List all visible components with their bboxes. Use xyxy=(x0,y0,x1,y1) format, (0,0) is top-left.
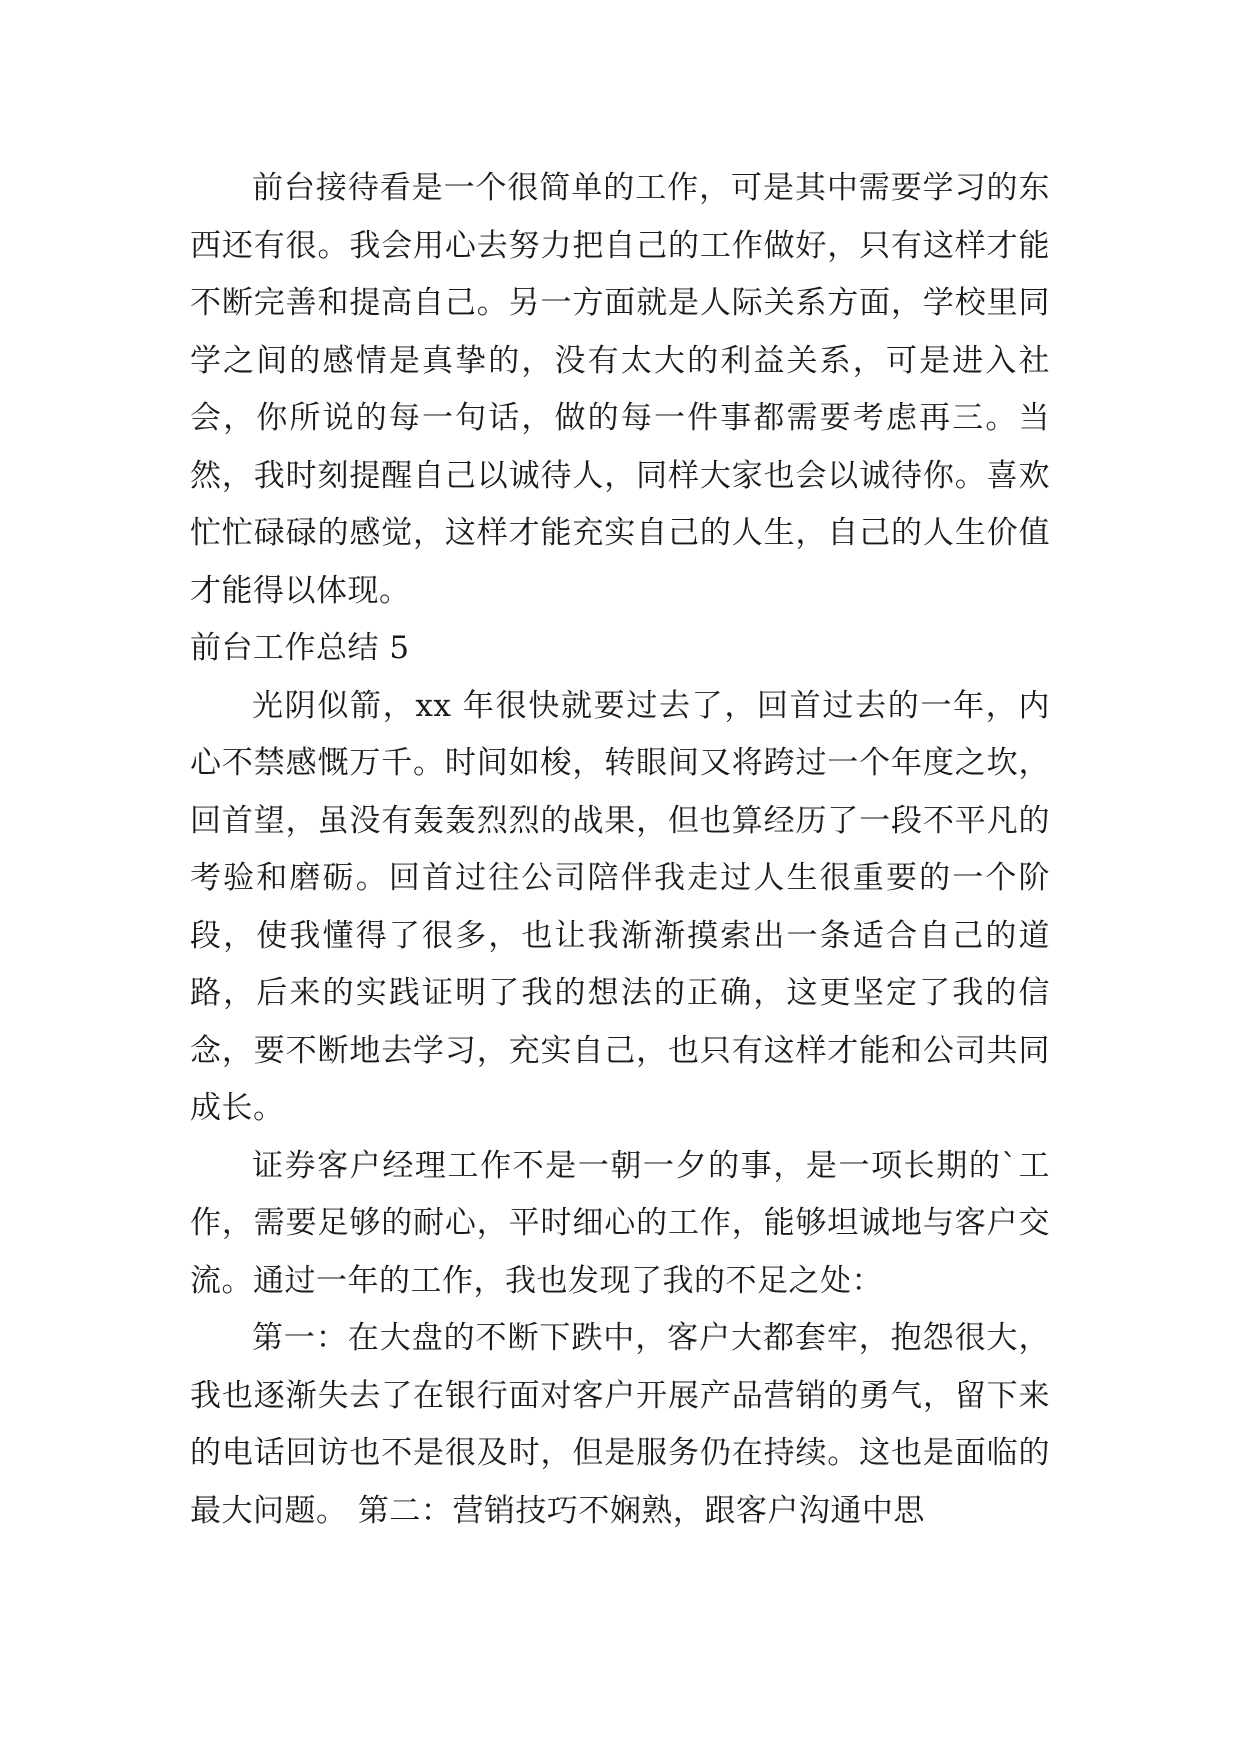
paragraph-year-review: 光阴似箭，xx 年很快就要过去了，回首过去的一年，内心不禁感慨万千。时间如梭，转眼间又将跨过一个年度之坎，回首望，虽没有轰轰烈烈的战果，但也算经历了一段不平凡的考验和磨砺。回首过往公司陪伴我走过人生很重要的一个阶段，使我懂得了很多，也让我渐渐摸索出一条适合自己的道路，后来的实践证明了我的想法的正确，这更坚定了我的信念，要不断地去学习，充实自己，也只有这样才能和公司共同成长。 xyxy=(190,687,1050,1126)
paragraph-securities-manager: 证券客户经理工作不是一朝一夕的事，是一项长期的`工作，需要足够的耐心，平时细心的工作，能够坦诚地与客户交流。通过一年的工作，我也发现了我的不足之处： xyxy=(190,1147,1050,1299)
paragraph-reception-work: 前台接待看是一个很简单的工作，可是其中需要学习的东西还有很。我会用心去努力把自己的工作做好，只有这样才能不断完善和提高自己。另一方面就是人际关系方面，学校里同学之间的感情是真挚的，没有太大的利益关系，可是进入社会，你所说的每一句话，做的每一件事都需要考虑再三。当然，我时刻提醒自己以诚待人，同样大家也会以诚待你。喜欢忙忙碌碌的感觉，这样才能充实自己的人生，自己的人生价值才能得以体现。 xyxy=(190,170,1050,609)
section-heading: 前台工作总结 5 xyxy=(190,630,410,666)
paragraph-shortcomings: 第一：在大盘的不断下跌中，客户大都套牢，抱怨很大，我也逐渐失去了在银行面对客户开展产品营销的勇气，留下来的电话回访也不是很及时，但是服务仍在持续。这也是面临的最大问题。 第二：营销技巧不娴熟，跟客户沟通中思 xyxy=(190,1320,1050,1529)
document-body xyxy=(190,160,1050,1540)
